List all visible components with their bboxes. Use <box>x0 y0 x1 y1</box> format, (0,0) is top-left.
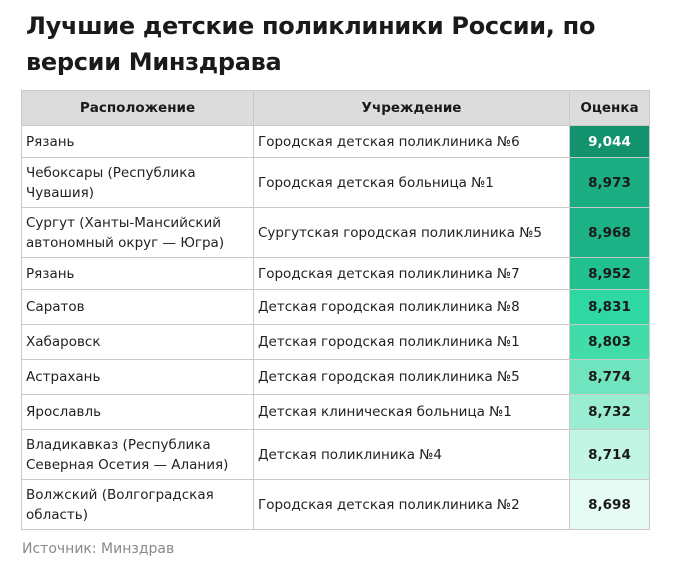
score-cell: 8,803 <box>570 325 650 360</box>
location-cell: Сургут (Ханты-Мансийский автономный округ — Югра) <box>22 208 254 258</box>
score-cell: 9,044 <box>570 126 650 158</box>
table-row <box>22 430 650 480</box>
page-title: Лучшие детские поликлиники России, по версии Минздрава <box>26 12 596 76</box>
location-cell: Чебоксары (Республика Чувашия) <box>22 158 254 208</box>
institution-cell: Детская городская поликлиника №1 <box>254 325 570 360</box>
institution-cell: Детская городская поликлиника №5 <box>254 360 570 395</box>
location-cell: Рязань <box>22 258 254 290</box>
table-row <box>22 208 650 258</box>
table-row <box>22 480 650 530</box>
header-location: Расположение <box>22 91 254 126</box>
source-note: Источник: Минздрав <box>22 541 175 557</box>
location-cell: Волжский (Волгоградская область) <box>22 480 254 530</box>
institution-cell: Городская детская поликлиника №7 <box>254 258 570 290</box>
table-row <box>22 290 650 325</box>
institution-cell: Городская детская поликлиника №2 <box>254 480 570 530</box>
table-row <box>22 395 650 430</box>
score-cell: 8,973 <box>570 158 650 208</box>
location-cell: Ярославль <box>22 395 254 430</box>
location-cell: Рязань <box>22 126 254 158</box>
score-cell: 8,952 <box>570 258 650 290</box>
header-institution: Учреждение <box>254 91 570 126</box>
institution-cell: Городская детская больница №1 <box>254 158 570 208</box>
score-cell: 8,698 <box>570 480 650 530</box>
table-header-row <box>22 91 650 126</box>
score-cell: 8,831 <box>570 290 650 325</box>
score-cell: 8,968 <box>570 208 650 258</box>
table-row <box>22 360 650 395</box>
location-cell: Хабаровск <box>22 325 254 360</box>
table-row <box>22 325 650 360</box>
clinics-table <box>21 90 650 530</box>
location-cell: Астрахань <box>22 360 254 395</box>
location-cell: Саратов <box>22 290 254 325</box>
score-cell: 8,714 <box>570 430 650 480</box>
institution-cell: Детская поликлиника №4 <box>254 430 570 480</box>
institution-cell: Городская детская поликлиника №6 <box>254 126 570 158</box>
institution-cell: Сургутская городская поликлиника №5 <box>254 208 570 258</box>
table-row <box>22 126 650 158</box>
header-score: Оценка <box>570 91 650 126</box>
score-cell: 8,732 <box>570 395 650 430</box>
institution-cell: Детская клиническая больница №1 <box>254 395 570 430</box>
institution-cell: Детская городская поликлиника №8 <box>254 290 570 325</box>
location-cell: Владикавказ (Республика Северная Осетия — Алания) <box>22 430 254 480</box>
score-cell: 8,774 <box>570 360 650 395</box>
table-row <box>22 258 650 290</box>
table-row <box>22 158 650 208</box>
